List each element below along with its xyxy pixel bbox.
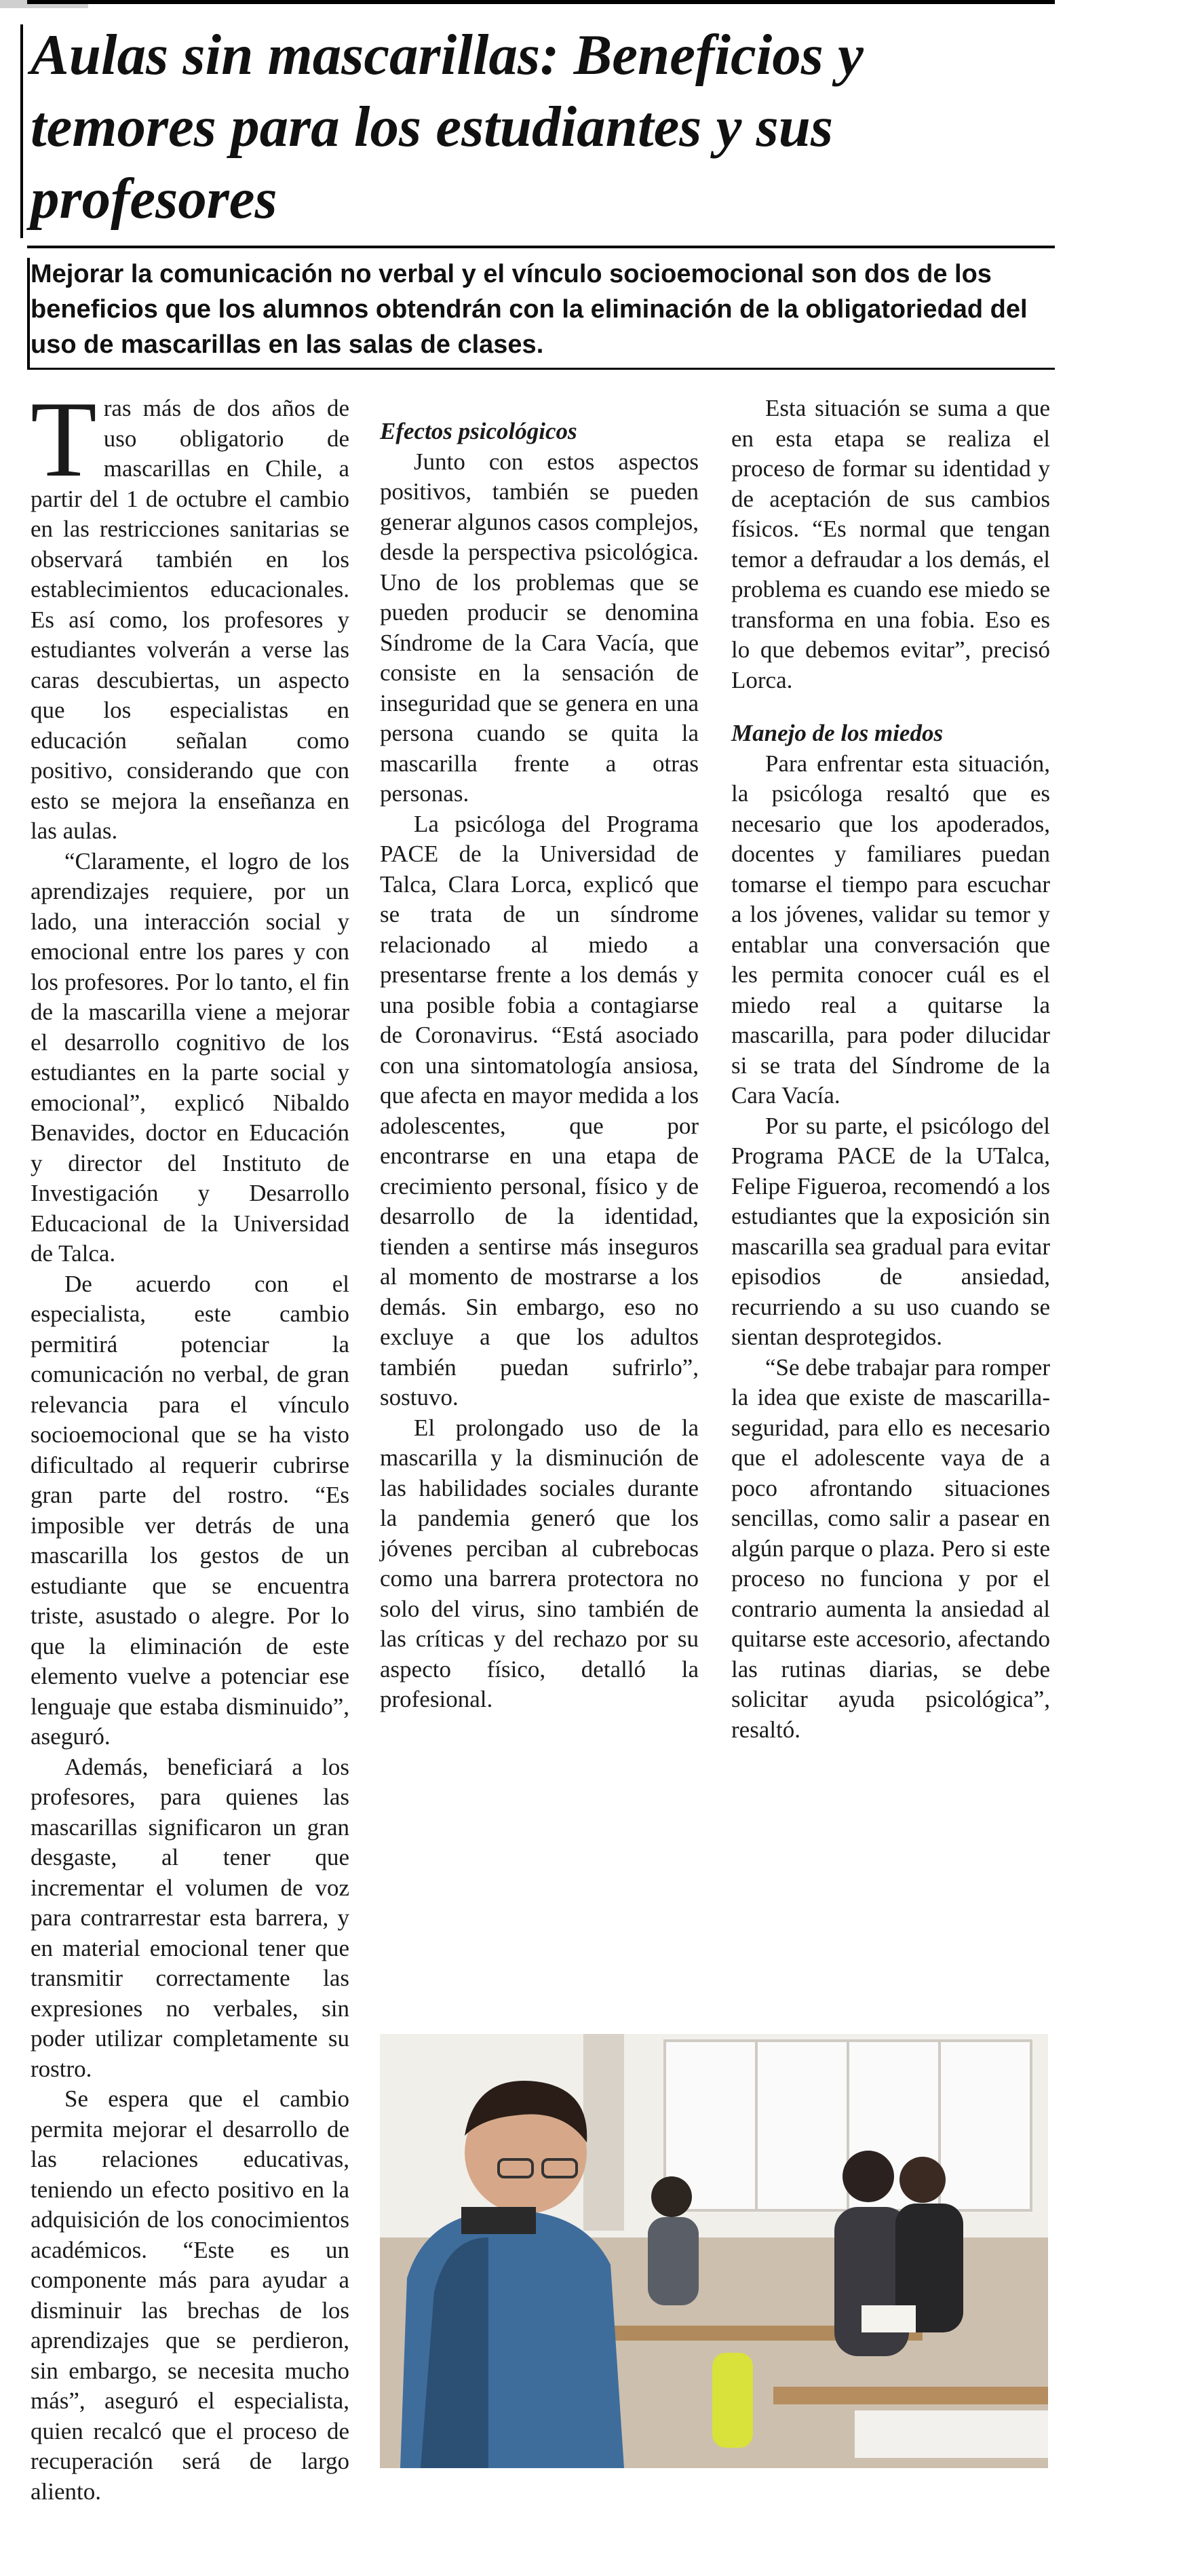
paragraph-3: De acuerdo con el especialista, este cambio permitirá potenciar la comunicación no verbal, de gran relevancia para el vínculo socioemocional que se ha visto dificultado al requerir cubrirse gran parte del rostro. “Es imposible ver detrás de una mascarilla los gestos de un estudiante que se encuentra triste, asustado o alegre. Por lo que la eliminación de este elemento vuelve a potenciar ese lenguaje que estaba disminuido”, aseguró. (31, 1270, 349, 1750)
paragraph-1 (31, 379, 349, 847)
paragraph-5: Se espera que el cambio permita mejorar el desarrollo de las relaciones educativas, teniendo un efecto positivo en la adquisición de los conocimientos académicos. “Este es un componente más para ayudar a disminuir las brechas de los aprendizajes que se perdieron, sin embargo, se necesita mucho más”, aseguró el especialista, quien recalcó que el proceso de recuperación será de largo aliento. (31, 2085, 349, 2505)
section-heading-manejo: Manejo de los miedos (731, 720, 944, 746)
paragraph-4: Además, beneficiará a los profesores, para quienes las mascarillas significaron un gran desgaste, al tener que incrementar el volumen de voz para contrarrestar esta barrera, y en material emocional tener que transmitir correctamente las expresiones no verbales, sin poder utilizar completamente su rostro. (31, 1753, 349, 2082)
article-subtitle: Mejorar la comunicación no verbal y el vínculo socioemocional son dos de los beneficios que los alumnos obtendrán con la eliminación de la obligatoriedad del uso de mascarillas en las salas de clases. (31, 260, 1028, 359)
paragraph-11: Por su parte, el psicólogo del Programa PACE de la UTalca, Felipe Figueroa, recomendó a los estudiantes que la exposición sin mascarilla sea gradual para evitar episodios de ansiedad, recurriendo a su uso cuando se sientan desprotegidos. (731, 1112, 1050, 1350)
article-column-2 (380, 393, 699, 1715)
section-heading-efectos: Efectos psicológicos (380, 418, 577, 444)
paragraph-7: La psicóloga del Programa PACE de la Universidad de Talca, Clara Lorca, explicó que se trata de un síndrome relacionado al miedo a presentarse frente a los demás y una posible fobia a contagiarse de Coronavirus. “Está asociado con una sintomatología ansiosa, que afecta en mayor medida a los adolescentes, que por encontrarse en una etapa de crecimiento personal, físico y de desarrollo de la identidad, tienden a sentirse más inseguros al momento de mostrarse a los demás. Sin embargo, eso no excluye a que los adultos también puedan sufrirlo”, sostuvo. (380, 810, 699, 1410)
article-title: Aulas sin mascarillas: Beneficios y temores para los estudiantes y sus profesores (31, 23, 864, 231)
paragraph-9: Esta situación se suma a que en esta etapa se realiza el proceso de formar su identidad y de aceptación de sus cambios físicos. “Es normal que tengan temor a defraudar a los demás, el problema es cuando ese miedo se transforma en una fobia. Eso es lo que debemos evitar”, precisó Lorca. (731, 395, 1050, 693)
paragraph-2: “Claramente, el logro de los aprendizajes requiere, por un lado, una interacción social y emocional entre los pares y con los profesores. Por lo tanto, el fin de la mascarilla viene a mejorar el desarrollo cognitivo de los estudiantes en la parte social y emocional”, explicó Nibaldo Benavides, doctor en Educación y director del Instituto de Investigación y Desarrollo Educacional de la Universidad de Talca. (31, 847, 349, 1267)
title-side-bar (20, 24, 23, 238)
paragraph-10: Para enfrentar esta situación, la psicóloga resaltó que es necesario que los apoderados, docentes y familiares puedan tomarse el tiempo para escuchar a los jóvenes, validar su temor y entablar una conversación que les permita conocer cuál es el miedo real a quitarse la mascarilla, para poder dilucidar si se trata del Síndrome de la Cara Vacía. (731, 750, 1050, 1109)
paragraph-8: El prolongado uso de la mascarilla y la disminución de las habilidades sociales durante la pandemia generó que los jóvenes perciban al cubrebocas como una barrera protectora no solo del virus, sino también de las críticas y del rechazo por su aspecto físico, detalló la profesional. (380, 1414, 699, 1712)
top-rule (27, 0, 1055, 4)
subtitle-side-bar (27, 258, 30, 370)
paragraph-12: “Se debe trabajar para romper la idea que existe de mascarilla-seguridad, para ello es necesario que el adolescente vaya de a poco afrontando situaciones sencillas, como salir a pasear en algún parque o plaza. Pero si este proceso no funciona y por el contrario aumenta la ansiedad al quitarse este accesorio, afectando las rutinas diarias, se debe solicitar ayuda psicológica”, resaltó. (731, 1353, 1050, 1743)
paragraph-6: Junto con estos aspectos positivos, también se pueden generar algunos casos complejos, desde la perspectiva psicológica. Uno de los problemas que se pueden producir se denomina Síndrome de la Cara Vacía, que consiste en la sensación de inseguridad que se genera en una persona cuando se quita la mascarilla frente a otras personas. (380, 448, 699, 807)
article-column-1 (31, 379, 349, 2507)
subtitle-top-rule (27, 246, 1055, 248)
paragraph-1-text: ras más de dos años de uso obligatorio de mascarillas en Chile, a partir del 1 de octubre el cambio en las restricciones sanitarias se observará también en los establecimientos educacionales. Es así como, los profesores y estudiantes volverán a verse las caras descubiertas, un aspecto que los especialistas en educación señalan como positivo, considerando que con esto se mejora la enseñanza en las aulas. (31, 395, 349, 844)
subtitle-bottom-rule (27, 368, 1055, 370)
drop-cap: T (31, 379, 97, 499)
article-column-3 (731, 393, 1050, 1745)
classroom-photo (380, 2034, 1048, 2468)
